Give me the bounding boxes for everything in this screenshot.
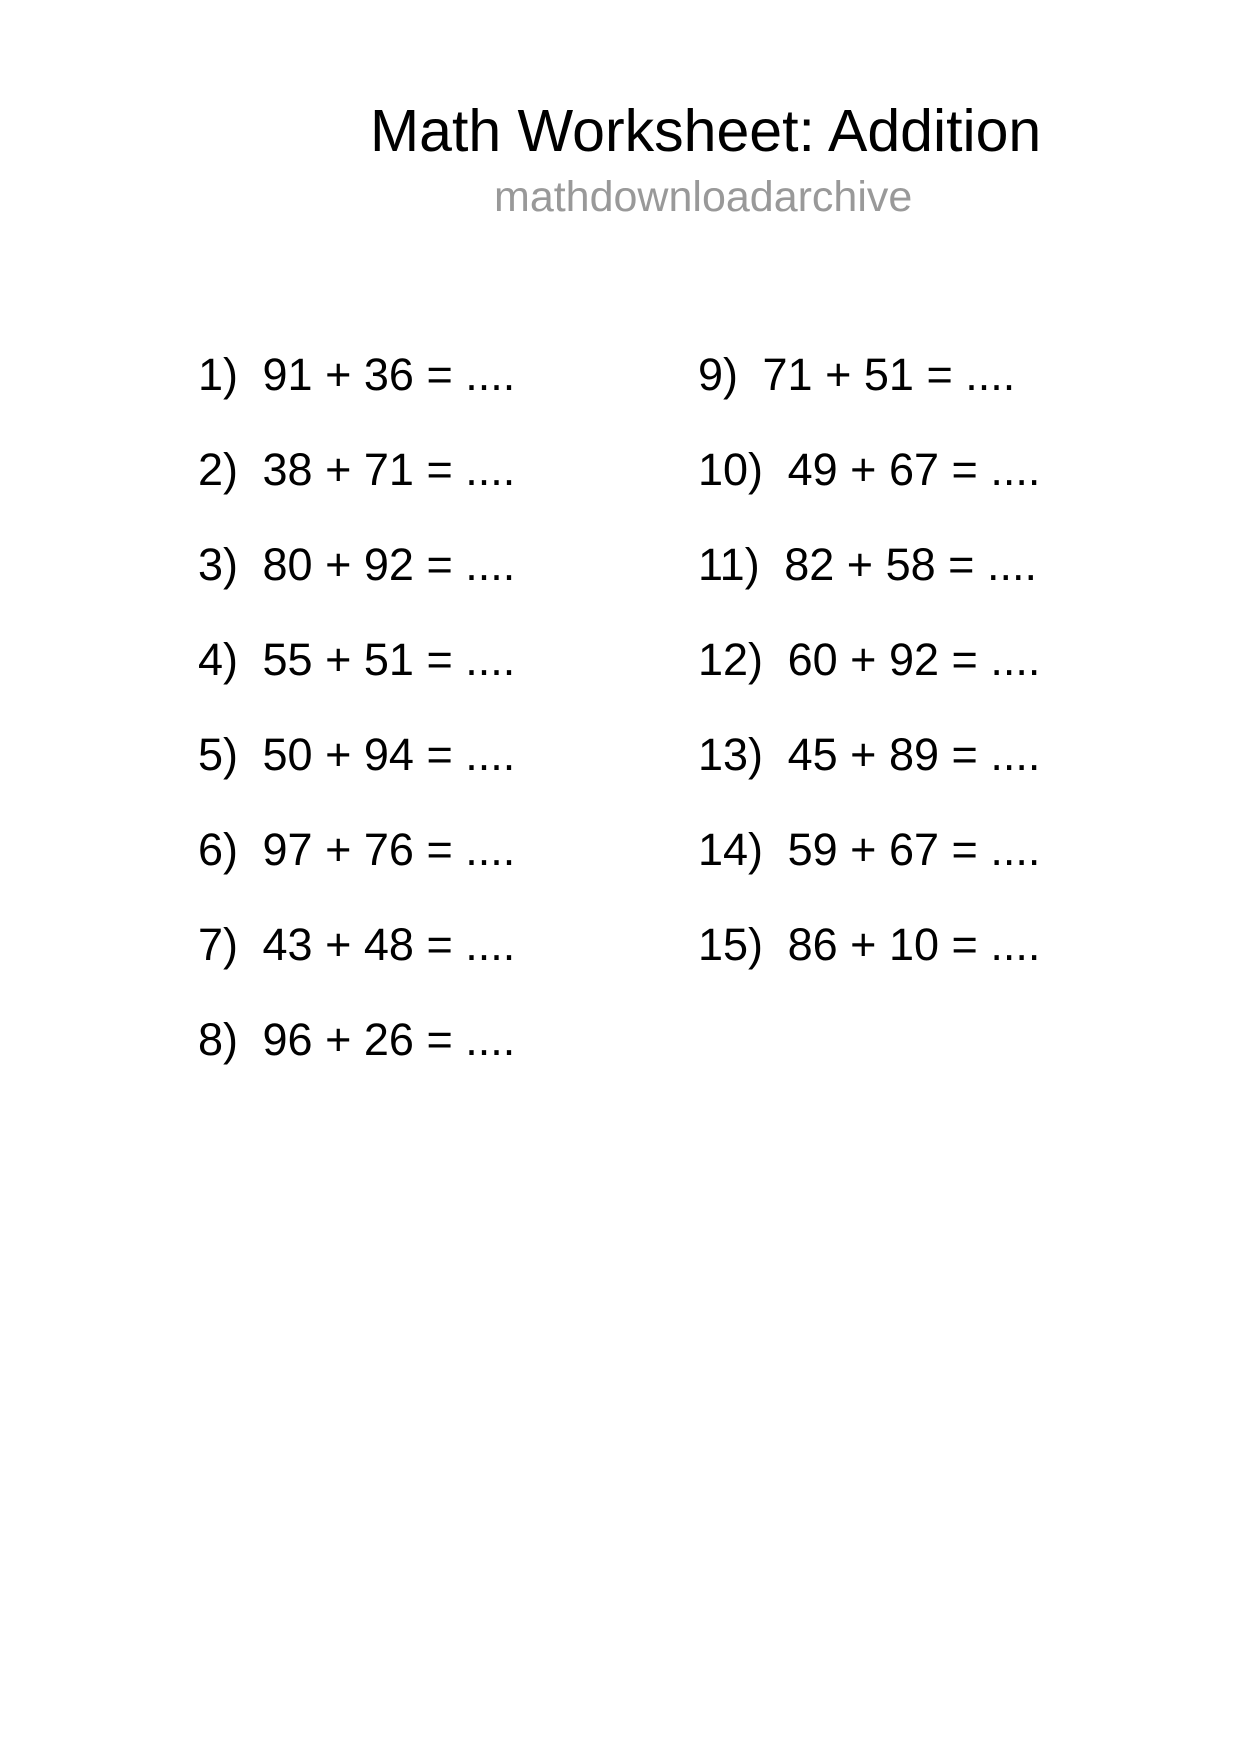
addend-a: 55 bbox=[262, 634, 313, 685]
addend-b: 48 bbox=[363, 919, 414, 970]
problem-row-10 bbox=[698, 422, 1040, 517]
addend-b: 71 bbox=[363, 444, 414, 495]
problem-number: 5) bbox=[198, 729, 239, 780]
problem-number: 9) bbox=[698, 349, 739, 400]
addend-a: 80 bbox=[262, 539, 313, 590]
equals-sign: = bbox=[426, 824, 453, 875]
addend-b: 92 bbox=[888, 634, 939, 685]
addend-b: 76 bbox=[363, 824, 414, 875]
problem-number: 14) bbox=[698, 824, 764, 875]
addend-b: 36 bbox=[363, 349, 414, 400]
addend-b: 94 bbox=[363, 729, 414, 780]
plus-operator: + bbox=[325, 824, 352, 875]
problem-expression bbox=[263, 919, 516, 970]
problem-row-3 bbox=[198, 517, 515, 612]
problem-expression bbox=[788, 919, 1041, 970]
plus-operator: + bbox=[850, 824, 877, 875]
addend-a: 38 bbox=[262, 444, 313, 495]
equals-sign: = bbox=[426, 1014, 453, 1065]
problem-row-5 bbox=[198, 707, 515, 802]
problem-row-12 bbox=[698, 612, 1040, 707]
problem-number: 11) bbox=[698, 539, 760, 590]
problem-row-2 bbox=[198, 422, 515, 517]
plus-operator: + bbox=[850, 919, 877, 970]
addend-b: 67 bbox=[888, 444, 939, 495]
problem-expression bbox=[263, 444, 516, 495]
problem-expression bbox=[788, 824, 1041, 875]
answer-blank: .... bbox=[465, 634, 516, 685]
answer-blank: .... bbox=[990, 729, 1041, 780]
answer-blank: .... bbox=[990, 824, 1041, 875]
answer-blank: .... bbox=[990, 634, 1041, 685]
equals-sign: = bbox=[951, 729, 978, 780]
problem-number: 1) bbox=[198, 349, 239, 400]
answer-blank: .... bbox=[965, 349, 1016, 400]
answer-blank: .... bbox=[990, 444, 1041, 495]
equals-sign: = bbox=[951, 824, 978, 875]
problem-expression bbox=[263, 634, 516, 685]
problem-number: 8) bbox=[198, 1014, 239, 1065]
equals-sign: = bbox=[426, 919, 453, 970]
problem-row-8 bbox=[198, 992, 515, 1087]
problem-number: 3) bbox=[198, 539, 239, 590]
addend-b: 51 bbox=[363, 634, 414, 685]
plus-operator: + bbox=[325, 1014, 352, 1065]
answer-blank: .... bbox=[465, 729, 516, 780]
plus-operator: + bbox=[325, 349, 352, 400]
problem-expression bbox=[788, 729, 1041, 780]
equals-sign: = bbox=[951, 634, 978, 685]
addend-a: 71 bbox=[762, 349, 813, 400]
addend-a: 86 bbox=[787, 919, 838, 970]
plus-operator: + bbox=[325, 539, 352, 590]
problem-expression bbox=[263, 824, 516, 875]
addend-b: 92 bbox=[363, 539, 414, 590]
problem-row-7 bbox=[198, 897, 515, 992]
problem-expression bbox=[263, 729, 516, 780]
answer-blank: .... bbox=[990, 919, 1041, 970]
problems-column-right bbox=[698, 327, 1040, 992]
answer-blank: .... bbox=[465, 539, 516, 590]
problem-number: 15) bbox=[698, 919, 764, 970]
problem-expression bbox=[788, 634, 1041, 685]
plus-operator: + bbox=[325, 634, 352, 685]
equals-sign: = bbox=[426, 729, 453, 780]
addend-a: 45 bbox=[787, 729, 838, 780]
plus-operator: + bbox=[846, 539, 874, 590]
problem-expression bbox=[763, 349, 1016, 400]
addend-a: 59 bbox=[787, 824, 838, 875]
addend-a: 43 bbox=[262, 919, 313, 970]
plus-operator: + bbox=[325, 729, 352, 780]
plus-operator: + bbox=[850, 729, 877, 780]
addend-a: 82 bbox=[784, 539, 835, 590]
problem-number: 7) bbox=[198, 919, 239, 970]
addend-b: 10 bbox=[888, 919, 939, 970]
problem-row-1 bbox=[198, 327, 515, 422]
problem-expression bbox=[784, 539, 1037, 590]
addend-a: 49 bbox=[787, 444, 838, 495]
addend-b: 51 bbox=[863, 349, 914, 400]
problem-expression bbox=[263, 539, 516, 590]
problem-number: 12) bbox=[698, 634, 764, 685]
problem-row-13 bbox=[698, 707, 1040, 802]
problem-expression bbox=[263, 1014, 516, 1065]
problem-number: 6) bbox=[198, 824, 239, 875]
problem-number: 4) bbox=[198, 634, 239, 685]
answer-blank: .... bbox=[986, 539, 1037, 590]
plus-operator: + bbox=[850, 444, 877, 495]
problem-row-6 bbox=[198, 802, 515, 897]
problem-row-4 bbox=[198, 612, 515, 707]
equals-sign: = bbox=[951, 444, 978, 495]
problem-number: 2) bbox=[198, 444, 239, 495]
equals-sign: = bbox=[426, 444, 453, 495]
addend-b: 26 bbox=[363, 1014, 414, 1065]
addend-a: 60 bbox=[787, 634, 838, 685]
addend-b: 67 bbox=[888, 824, 939, 875]
answer-blank: .... bbox=[465, 349, 516, 400]
addend-b: 89 bbox=[888, 729, 939, 780]
worksheet-title: Math Worksheet: Addition bbox=[370, 98, 1042, 164]
problem-row-15 bbox=[698, 897, 1040, 992]
plus-operator: + bbox=[325, 919, 352, 970]
equals-sign: = bbox=[926, 349, 953, 400]
answer-blank: .... bbox=[465, 919, 516, 970]
plus-operator: + bbox=[850, 634, 877, 685]
plus-operator: + bbox=[825, 349, 852, 400]
answer-blank: .... bbox=[465, 1014, 516, 1065]
problem-expression bbox=[788, 444, 1041, 495]
problem-number: 10) bbox=[698, 444, 764, 495]
addend-a: 96 bbox=[262, 1014, 313, 1065]
problem-row-11 bbox=[698, 517, 1040, 612]
equals-sign: = bbox=[426, 349, 453, 400]
worksheet-subtitle: mathdownloadarchive bbox=[494, 173, 913, 221]
addend-b: 58 bbox=[885, 539, 936, 590]
addend-a: 91 bbox=[262, 349, 313, 400]
plus-operator: + bbox=[325, 444, 352, 495]
equals-sign: = bbox=[426, 539, 453, 590]
addend-a: 50 bbox=[262, 729, 313, 780]
equals-sign: = bbox=[426, 634, 453, 685]
equals-sign: = bbox=[948, 539, 975, 590]
problems-column-left bbox=[198, 327, 515, 1087]
answer-blank: .... bbox=[465, 444, 516, 495]
problem-expression bbox=[263, 349, 516, 400]
problem-row-14 bbox=[698, 802, 1040, 897]
problem-row-9 bbox=[698, 327, 1040, 422]
addend-a: 97 bbox=[262, 824, 313, 875]
problem-number: 13) bbox=[698, 729, 764, 780]
equals-sign: = bbox=[951, 919, 978, 970]
answer-blank: .... bbox=[465, 824, 516, 875]
